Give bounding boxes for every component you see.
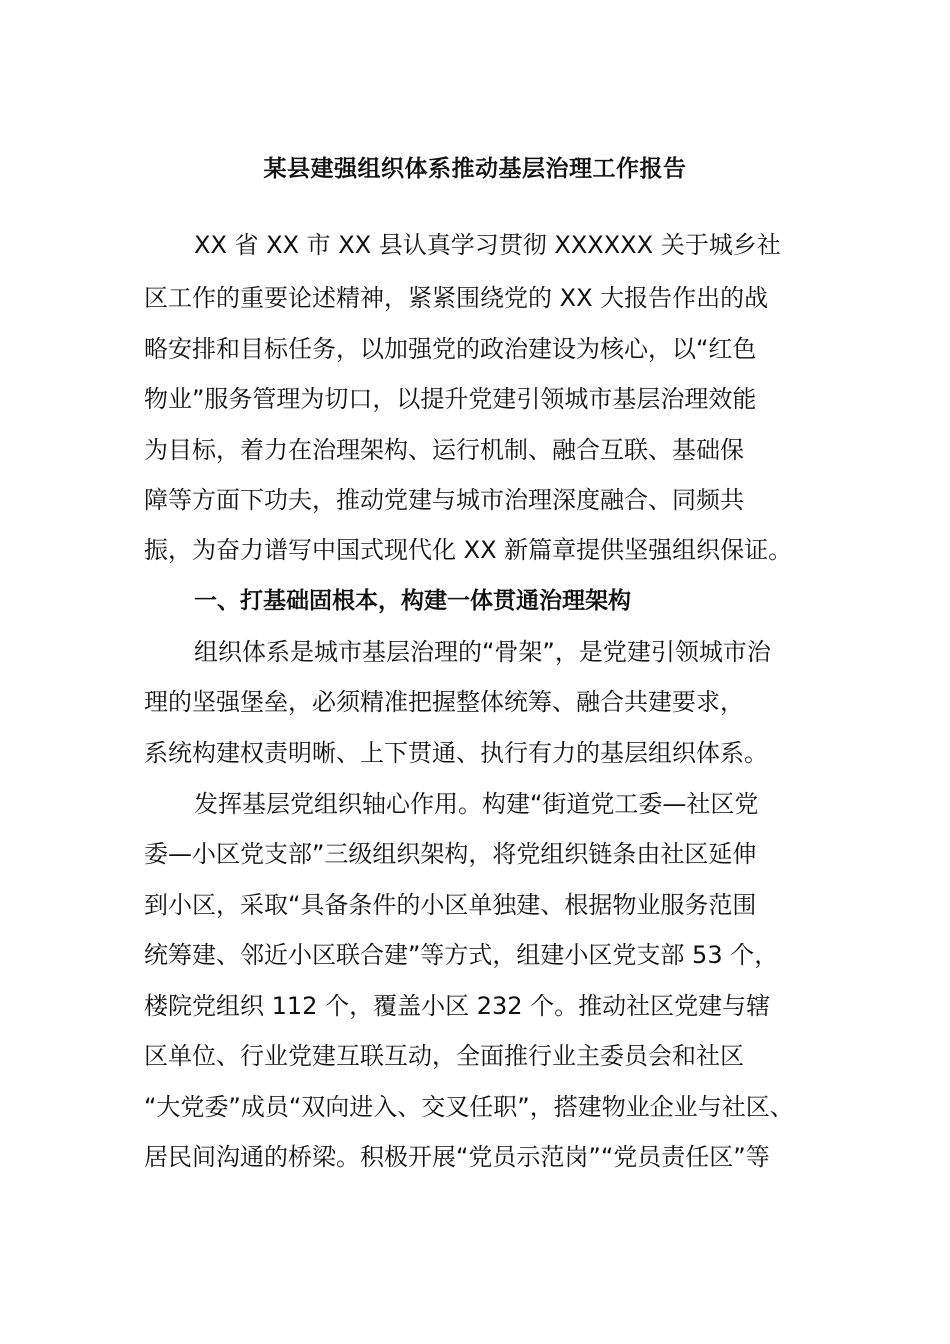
section-1-heading: 一、打基础固根本，构建一体贯通治理架构 (194, 588, 631, 614)
paragraph1-line-6: 障等方面下功夫，推动党建与城市治理深度融合、同频共 (144, 486, 744, 514)
paragraph1-line-3: 略安排和目标任务，以加强党的政治建设为核心，以“红色 (144, 335, 757, 363)
paragraph3-line-3: 到小区，采取“具备条件的小区单独建、根据物业服务范围 (144, 891, 757, 919)
paragraph3-line-2: 委—小区党支部”三级组织架构，将党组织链条由社区延伸 (144, 840, 757, 868)
paragraph1-line-2: 区工作的重要论述精神，紧紧围绕党的 XX 大报告作出的战 (144, 284, 769, 312)
paragraph1-line-5: 为目标，着力在治理架构、运行机制、融合互联、基础保 (144, 436, 744, 464)
paragraph1-line-7: 振，为奋力谱写中国式现代化 XX 新篇章提供坚强组织保证。 (144, 536, 793, 564)
paragraph3-line-8: 居民间沟通的桥梁。积极开展“党员示范岗”“党员责任区”等 (144, 1143, 770, 1171)
document-title: 某县建强组织体系推动基层治理工作报告 (263, 156, 687, 182)
paragraph2-line-2: 理的坚强堡垒，必须精准把握整体统筹、融合共建要求， (144, 688, 744, 716)
paragraph1-line-1: XX 省 XX 市 XX 县认真学习贯彻 XXXXXX 关于城乡社 (194, 231, 781, 259)
paragraph3-line-5: 楼院党组织 112 个，覆盖小区 232 个。推动社区党建与辖 (144, 992, 771, 1020)
paragraph2-line-1: 组织体系是城市基层治理的“骨架”，是党建引领城市治 (194, 638, 771, 666)
paragraph3-line-6: 区单位、行业党建互联互动，全面推行业主委员会和社区 (144, 1042, 744, 1070)
paragraph2-line-3: 系统构建权责明晰、上下贯通、执行有力的基层组织体系。 (144, 739, 768, 767)
paragraph1-line-4: 物业”服务管理为切口，以提升党建引领城市基层治理效能 (144, 385, 757, 413)
paragraph3-line-1: 发挥基层党组织轴心作用。构建“街道党工委—社区党 (194, 790, 759, 818)
paragraph3-line-7: “大党委”成员“双向进入、交叉任职”，搭建物业企业与社区、 (144, 1093, 794, 1121)
paragraph3-line-4: 统筹建、邻近小区联合建”等方式，组建小区党支部 53 个， (144, 941, 779, 969)
